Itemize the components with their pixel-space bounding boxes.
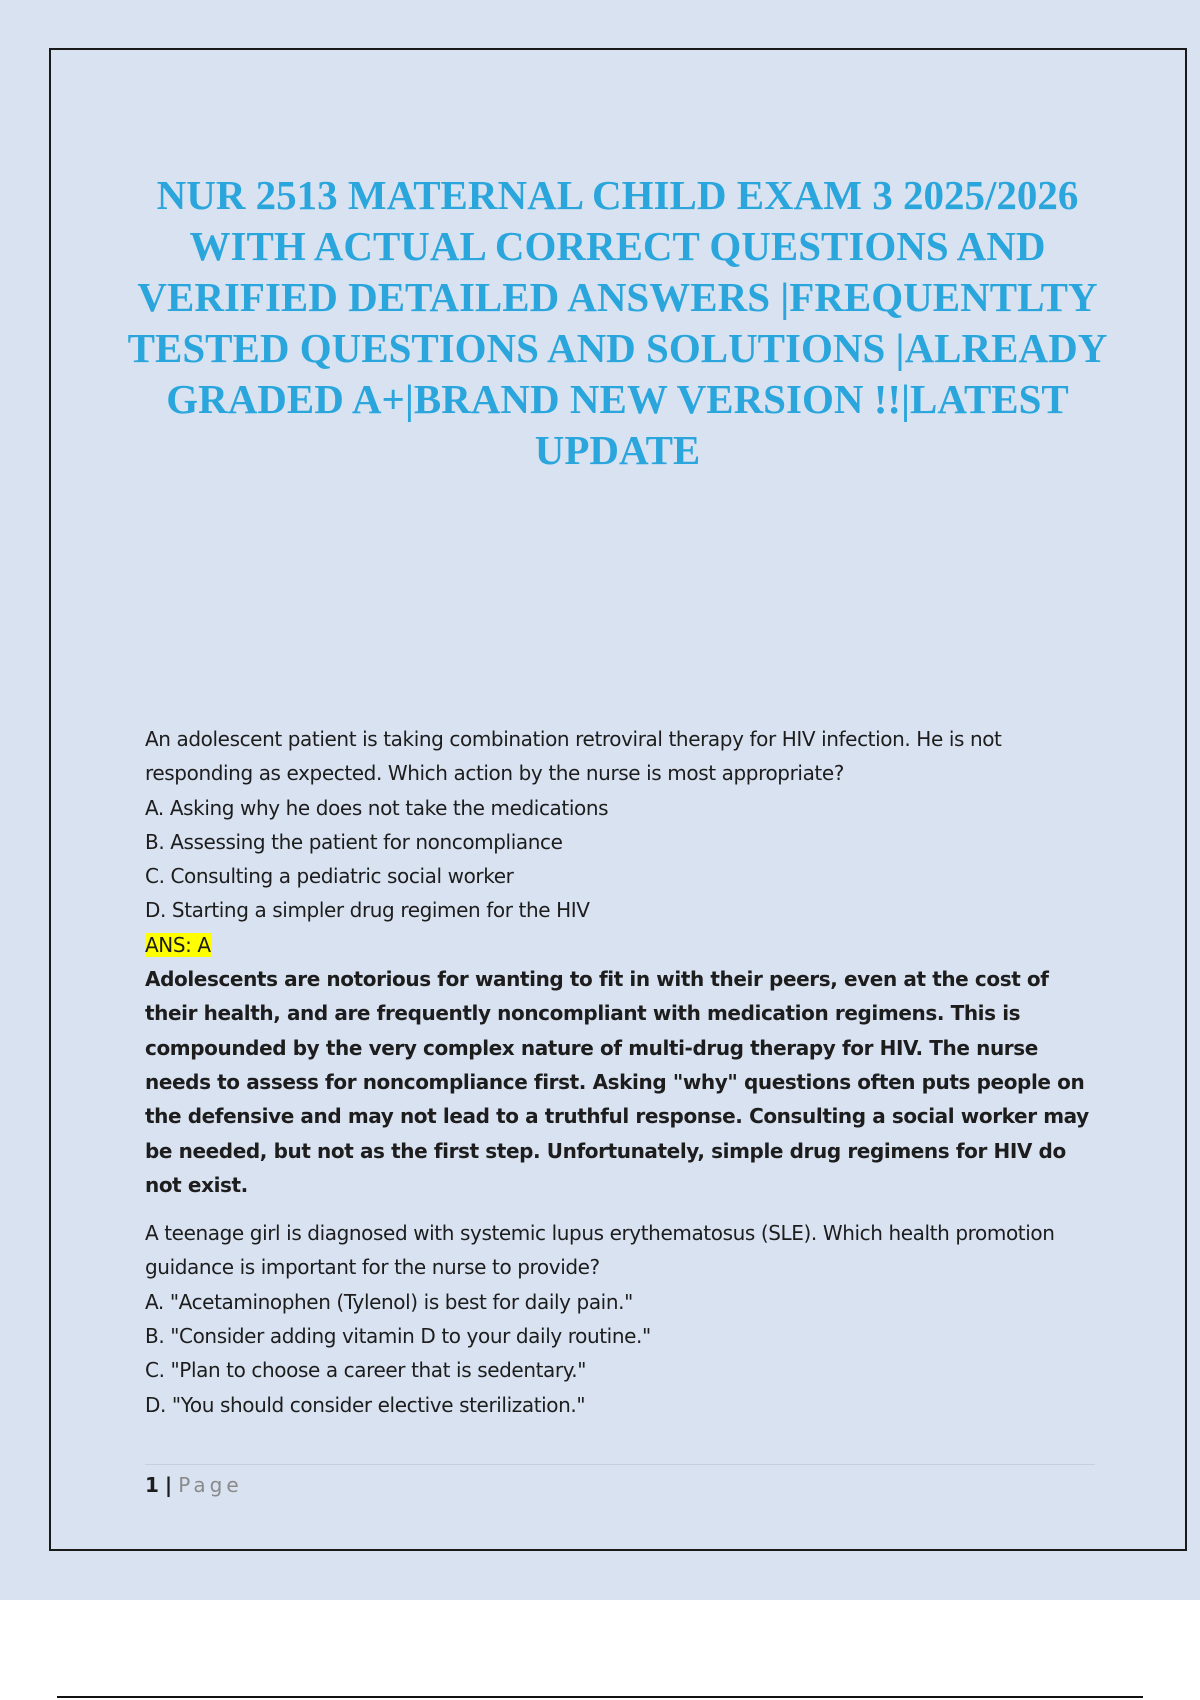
question-1-answer-line xyxy=(145,928,1090,962)
question-1 xyxy=(145,722,1090,1202)
question-2-option-c: C. "Plan to choose a career that is sedentary." xyxy=(145,1358,587,1383)
question-1-answer: ANS: A xyxy=(145,932,211,957)
question-1-option-c: C. Consulting a pediatric social worker xyxy=(145,864,514,889)
question-2-option-b: B. "Consider adding vitamin D to your daily routine." xyxy=(145,1324,651,1349)
question-1-rationale: Adolescents are notorious for wanting to fit in with their peers, even at the cost of their health, and are frequently noncompliant with medication regimens. This is compounded by the very complex nature of multi-drug therapy for HIV. The nurse needs to assess for noncompliance first. Asking "why" questions often puts people on the defensive and may not lead to a truthful response. Consulting a social worker may be needed, but not as the first step. Unfortunately, simple drug regimens for HIV do not exist. xyxy=(145,967,1089,1197)
question-1-option-b: B. Assessing the patient for noncompliance xyxy=(145,829,563,854)
page-footer xyxy=(145,1470,243,1500)
question-1-option-d: D. Starting a simpler drug regimen for the HIV xyxy=(145,898,590,923)
document-title: NUR 2513 MATERNAL CHILD EXAM 3 2025/2026 WITH ACTUAL CORRECT QUESTIONS AND VERIFIED DETAILED ANSWERS |FREQUENTLTY TESTED QUESTIONS AND SOLUTIONS |ALREADY GRADED A+|BRAND NEW VERSION !!|LATEST UPDATE xyxy=(127,172,1108,473)
footer-separator: | xyxy=(164,1473,173,1497)
exam-content xyxy=(145,722,1090,1422)
page-number: 1 xyxy=(145,1473,159,1497)
bottom-divider xyxy=(57,1696,1143,1698)
page-label: Page xyxy=(178,1473,243,1497)
question-2-option-a: A. "Acetaminophen (Tylenol) is best for daily pain." xyxy=(145,1289,633,1314)
question-2 xyxy=(145,1216,1090,1422)
question-1-stem: An adolescent patient is taking combination retroviral therapy for HIV infection. He is not responding as expected. Which action by the nurse is most appropriate? xyxy=(145,727,1002,786)
question-2-stem: A teenage girl is diagnosed with systemic lupus erythematosus (SLE). Which health promotion guidance is important for the nurse to provide? xyxy=(145,1221,1055,1280)
footer-divider xyxy=(145,1464,1095,1465)
question-2-option-d: D. "You should consider elective sterilization." xyxy=(145,1392,586,1417)
question-1-option-a: A. Asking why he does not take the medications xyxy=(145,795,609,820)
